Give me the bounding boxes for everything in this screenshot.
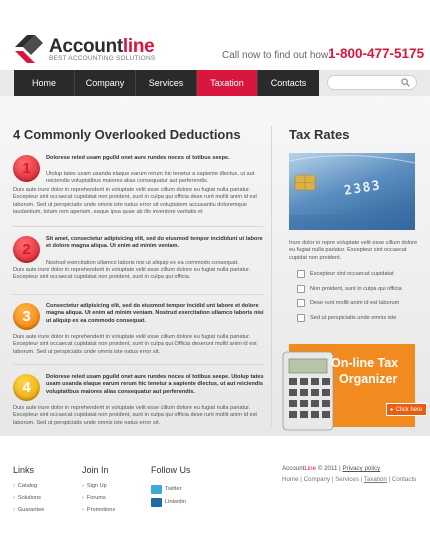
number-badge: 3: [13, 303, 40, 330]
footer-follow-title: Follow Us: [151, 465, 191, 475]
document-icon: [297, 270, 305, 278]
chart-icon: [297, 285, 305, 293]
separator: [13, 226, 263, 227]
calendar-icon: [297, 299, 305, 307]
folder-icon: [297, 314, 305, 322]
card-number-text: 2383: [343, 178, 383, 199]
main-nav: [14, 70, 319, 96]
navbar: [0, 70, 430, 96]
separator: [13, 364, 263, 365]
nav-item-contacts[interactable]: Contacts: [258, 70, 319, 96]
deduction-item: [13, 155, 263, 221]
separator: [13, 294, 263, 295]
footer-nav-services[interactable]: Services: [335, 476, 359, 483]
call-now-text: Call now to find out how:: [222, 50, 331, 61]
deduction-heading: Dolorese reled usam pgulld onet aure rundes noces ol totibus seepe.: [46, 155, 230, 161]
footer-link-solutions[interactable]: › Solutions: [13, 495, 41, 501]
brand-main: Account: [49, 36, 123, 57]
arrow-right-icon: ▸: [390, 407, 394, 413]
click-here-label: Click here: [395, 406, 423, 413]
deduction-item: [13, 374, 263, 432]
deduction-body: Duis aute irure dolor in reprehenderit in voluptate velit esse cillum dolore eu fugiat nulla pariatur. Excepteur sint occaecat cupidatat non proident, sunt in culpa qui.Officia deserunt mollit anim id est laborum. Sed ut perspiciatis unde omnis iste natus error sit.: [13, 334, 257, 355]
number-badge: 4: [13, 374, 40, 401]
list-item-label: Sed ut perspiciatis unde omnis iste: [310, 314, 397, 321]
deduction-subtext: Utolup tates usam usanda elaque earum rerum hic tenetur a sapiente dlectus, ut aut reiciendis voluptatibus maiores alias consequatur aut perferendis.: [46, 171, 255, 185]
privacy-policy-link[interactable]: Privacy policy: [342, 465, 381, 472]
brand-accent: line: [122, 36, 155, 57]
logo-icon[interactable]: [13, 33, 45, 63]
tax-organizer-banner[interactable]: [289, 344, 423, 427]
copyright-brand-accent: Line: [304, 465, 317, 472]
footer-links-title: Links: [13, 465, 35, 475]
twitter-link[interactable]: [151, 486, 181, 492]
footer-link-promotions[interactable]: › Promotions: [82, 507, 115, 513]
list-item[interactable]: [297, 270, 419, 285]
nav-item-home[interactable]: Home: [14, 70, 75, 96]
phone-number: 1-800-477-5175: [328, 46, 425, 61]
page-title: 4 Commonly Overlooked Deductions: [13, 127, 241, 142]
list-item[interactable]: [297, 285, 419, 300]
click-here-button[interactable]: [386, 403, 427, 416]
footer-link-forums[interactable]: › Forums: [82, 495, 106, 501]
search-input[interactable]: [327, 75, 417, 90]
deduction-heading: Sit amet, consectetur adipisicing elit, sed do eiusmod tempor incididunt ut labore et dolore magna aliqua. Ut enim ad minim veniam.: [46, 236, 263, 250]
nav-item-company[interactable]: Company: [75, 70, 136, 96]
footer-nav-taxation[interactable]: Taxation: [363, 476, 387, 483]
footer-join-title: Join In: [82, 465, 109, 475]
footer-nav-contacts[interactable]: Contacts: [391, 476, 417, 483]
list-item-label: Excepteur sint occaecat cupidatat: [310, 271, 394, 277]
footer-link-catalog[interactable]: › Catalog: [13, 483, 37, 489]
banner-subtitle: Organizer: [339, 372, 398, 386]
banner-title: On-line Tax: [331, 356, 399, 370]
sidebar-title: Tax Rates: [289, 127, 350, 142]
list-item[interactable]: [297, 299, 419, 314]
sidebar-list: [297, 270, 419, 328]
list-item[interactable]: [297, 314, 419, 329]
linkedin-link[interactable]: [151, 499, 186, 505]
deduction-item: [13, 303, 263, 363]
deduction-body: Duis aute irure dolor in reprehenderit in voluptate velit esse cillum dolore eu fugiat nulla pariatur. Excepteur sint occaecat cupidatat non proident, sunt in culpa qui officia dese runt mollit anim id est laborum. Sed ut perspiciatis unde omnis iste natus error sit voluptatem accusantiu doloremque laudantium, totam rem aperiam, eaque ipsa quae ab illo inventore veritatis et: [13, 187, 257, 216]
column-divider: [271, 126, 272, 426]
list-item-label: Non proident, sunt in culpa qui officia: [310, 285, 402, 292]
linkedin-label: Linkedin: [165, 499, 186, 505]
brand-tagline: BEST ACCOUNTING SOLUTIONS: [49, 55, 156, 62]
twitter-icon: [151, 485, 162, 494]
footer: [0, 436, 430, 556]
copyright: AccountLine © 2011 | Privacy policy: [282, 465, 381, 472]
twitter-label: Twitter: [165, 486, 182, 492]
number-badge: 1: [13, 155, 40, 182]
nav-item-taxation[interactable]: Taxation: [197, 70, 258, 96]
footer-nav-company[interactable]: Company: [303, 476, 331, 483]
copyright-brand: Account: [282, 465, 305, 472]
nav-item-services[interactable]: Services: [136, 70, 197, 96]
footer-nav: Home | Company | Services | Taxation | Contacts: [282, 476, 417, 483]
footer-link-guarantee[interactable]: › Guarantee: [13, 507, 44, 513]
deduction-item: [13, 236, 263, 296]
search-icon[interactable]: [401, 78, 410, 87]
linkedin-icon: [151, 498, 162, 507]
footer-nav-home[interactable]: Home: [282, 476, 299, 483]
sidebar-intro: Irure dolor in repre voluptate velit esse cillum dolore eu fugiat nulla pariatur. Excepteur sint occaecat cupidat non proident.: [289, 240, 418, 261]
header: [0, 0, 430, 70]
copyright-year: © 2011: [317, 465, 338, 472]
deduction-body: Duis aute irure dolor in reprehenderit in voluptate velit esse cillum dolore eu fugiat nulla pariatur. Excepteur sint occaecat cupidatat non proident, sunt in culpa qui officia dese runt mollit anim id est laborum. Sed ut perspiciatis unde omnis iste natus error sit.: [13, 405, 257, 426]
credit-card-image: [289, 153, 415, 230]
deduction-subtext: Nostrud exercitation ullamco laboris nisi ut aliquip ex ea commodo consequat.: [46, 260, 239, 266]
deduction-body: Duis aute irure dolor in reprehenderit in voluptate velit esse cillum dolore eu fugiat nulla pariatur. Excepteur sint occaecat cupidatat non proident, sunt in culpa qui officia.: [13, 267, 251, 281]
deduction-heading: Consectetur adipisicing elit, sed do eiusmod tempor incidid unt labore et dolore magna aliqua. Ut enim ad minim veniam. Nostrud exercitation ullamco laboris nisi ut aliquip ex ea commodo consequat.: [46, 303, 264, 324]
list-item-label: Dese runt mollit anim id est laborum: [310, 300, 400, 306]
footer-link-sign-up[interactable]: › Sign Up: [82, 483, 107, 489]
number-badge: 2: [13, 236, 40, 263]
deduction-heading: Dolorese reled usam pgulld onet aure rundes noces ol totibus seepe. Utolup tates usam usanda elaque earum rerum hic tenetur a sapiente dlectus, ut aut reiciendis voluptatibus maiores alias consequatur aut perferendis.: [46, 374, 264, 395]
